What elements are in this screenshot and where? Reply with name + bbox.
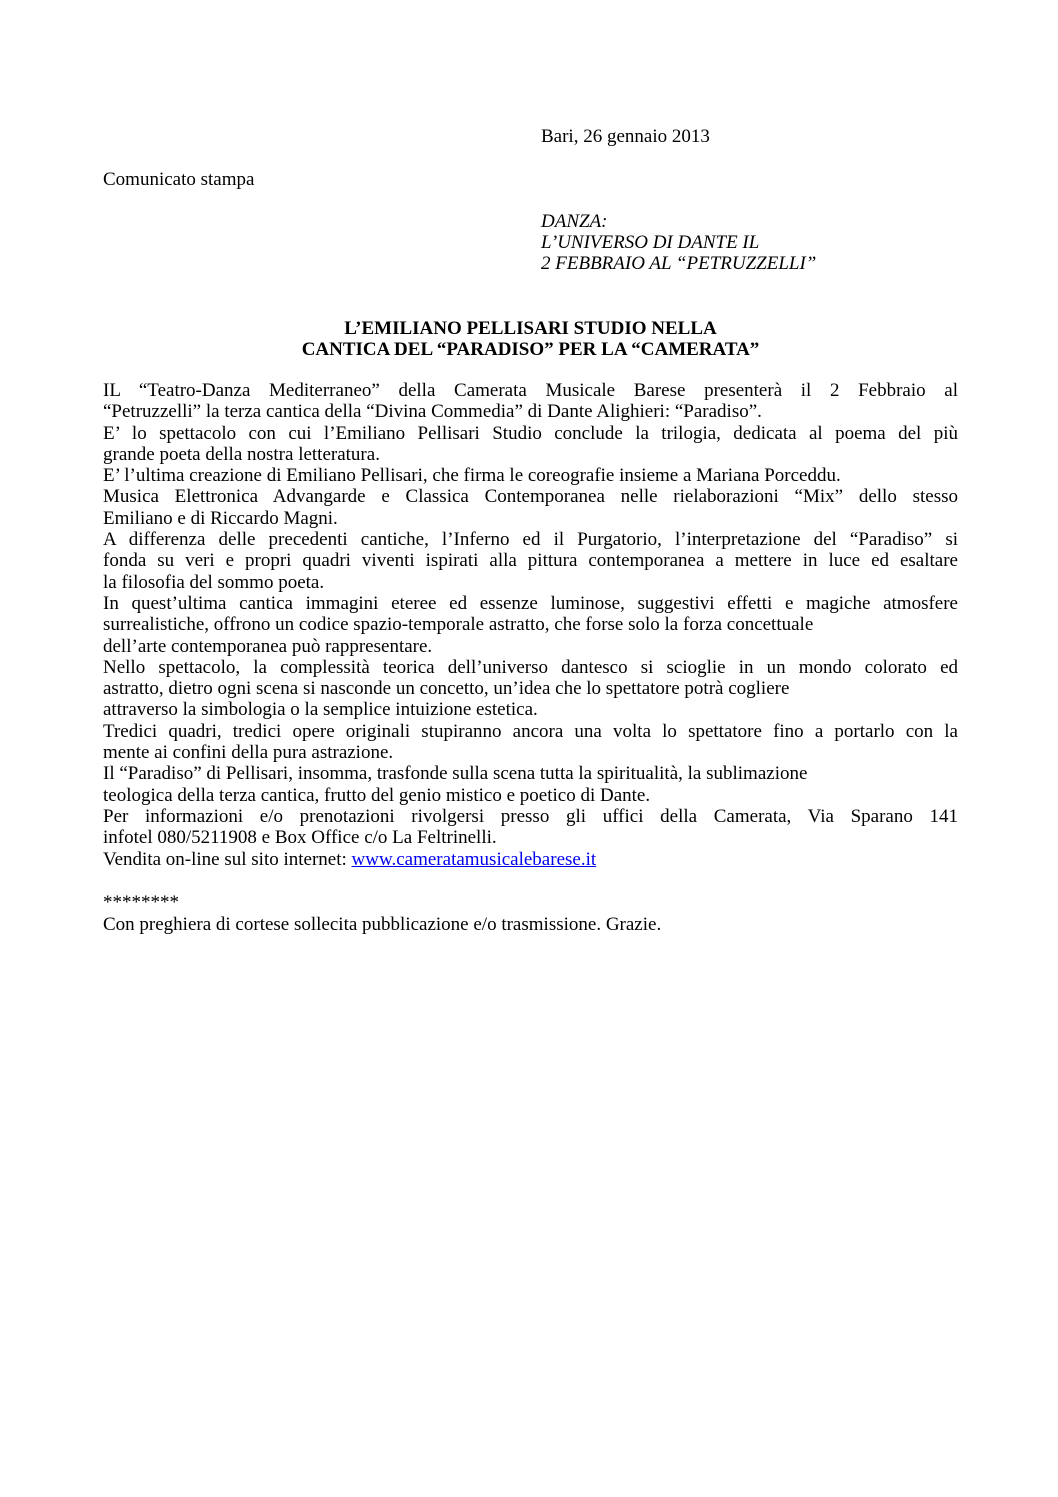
- body-line: la filosofia del sommo poeta.: [103, 571, 325, 593]
- body-line: Per informazioni e/o prenotazioni rivolgersi presso gli uffici della Camerata, Via Sparano 141: [103, 805, 958, 827]
- body-line: Nello spettacolo, la complessità teorica dell’universo dantesco si scioglie in un mondo colorato ed: [103, 656, 958, 678]
- body-line: infotel 080/5211908 e Box Office c/o La Feltrinelli.: [103, 827, 497, 849]
- body-line: Musica Elettronica Advangarde e Classica Contemporanea nelle rielaborazioni “Mix” dello stesso: [103, 486, 958, 508]
- body-line: attraverso la simbologia o la semplice intuizione estetica.: [103, 699, 538, 721]
- kicker-line-1: DANZA:: [541, 211, 608, 232]
- body-line: teologica della terza cantica, frutto del genio mistico e poetico di Dante.: [103, 784, 651, 806]
- section-kicker: [541, 211, 816, 274]
- kicker-line-2: L’UNIVERSO DI DANTE IL: [541, 232, 760, 253]
- headline-line-2: CANTICA DEL “PARADISO” PER LA “CAMERATA”: [301, 339, 760, 360]
- online-sales-label: Vendita on-line sul sito internet:: [103, 848, 352, 870]
- body-line: dell’arte contemporanea può rappresentare.: [103, 635, 433, 657]
- website-link[interactable]: www.cameratamusicalebarese.it: [351, 848, 597, 870]
- body-line: Il “Paradiso” di Pellisari, insomma, trasfonde sulla scena tutta la spiritualità, la sublimazione: [103, 763, 808, 785]
- online-sales-line: [103, 849, 958, 870]
- body-line: Tredici quadri, tredici opere originali stupiranno ancora una volta lo spettatore fino a portarlo con la: [103, 720, 958, 742]
- document-type-label: Comunicato stampa: [103, 169, 255, 190]
- body-line: IL “Teatro-Danza Mediterraneo” della Camerata Musicale Barese presenterà il 2 Febbraio al: [103, 380, 958, 401]
- closing-note: Con preghiera di cortese sollecita pubblicazione e/o trasmissione. Grazie.: [103, 914, 662, 935]
- release-date: Bari, 26 gennaio 2013: [541, 126, 710, 147]
- body-line: E’ lo spettacolo con cui l’Emiliano Pellisari Studio conclude la trilogia, dedicata al poema del più: [103, 422, 958, 444]
- body-line: fonda su veri e propri quadri viventi ispirati alla pittura contemporanea a mettere in luce ed esaltare: [103, 550, 958, 572]
- body-line: mente ai confini della pura astrazione.: [103, 742, 394, 764]
- body-line: surrealistiche, offrono un codice spazio-temporale astratto, che forse solo la forza concettuale: [103, 614, 814, 636]
- headline-line-1: L’EMILIANO PELLISARI STUDIO NELLA: [344, 318, 717, 339]
- headline: [103, 318, 958, 360]
- body-line: “Petruzzelli” la terza cantica della “Divina Commedia” di Dante Alighieri: “Paradiso”.: [103, 401, 762, 423]
- body-line: E’ l’ultima creazione di Emiliano Pellisari, che firma le coreografie insieme a Mariana Porceddu.: [103, 465, 841, 487]
- separator-asterisks: ********: [103, 892, 179, 913]
- body-line: grande poeta della nostra letteratura.: [103, 443, 380, 465]
- body-line: A differenza delle precedenti cantiche, l’Inferno ed il Purgatorio, l’interpretazione del “Paradiso” si: [103, 529, 958, 551]
- body-text: [103, 380, 958, 870]
- body-line: In quest’ultima cantica immagini eteree ed essenze luminose, suggestivi effetti e magiche atmosfere: [103, 592, 958, 614]
- body-line: Emiliano e di Riccardo Magni.: [103, 507, 338, 529]
- body-line: astratto, dietro ogni scena si nasconde un concetto, un’idea che lo spettatore potrà cogliere: [103, 678, 790, 700]
- kicker-line-3: 2 FEBBRAIO AL “PETRUZZELLI”: [541, 253, 817, 274]
